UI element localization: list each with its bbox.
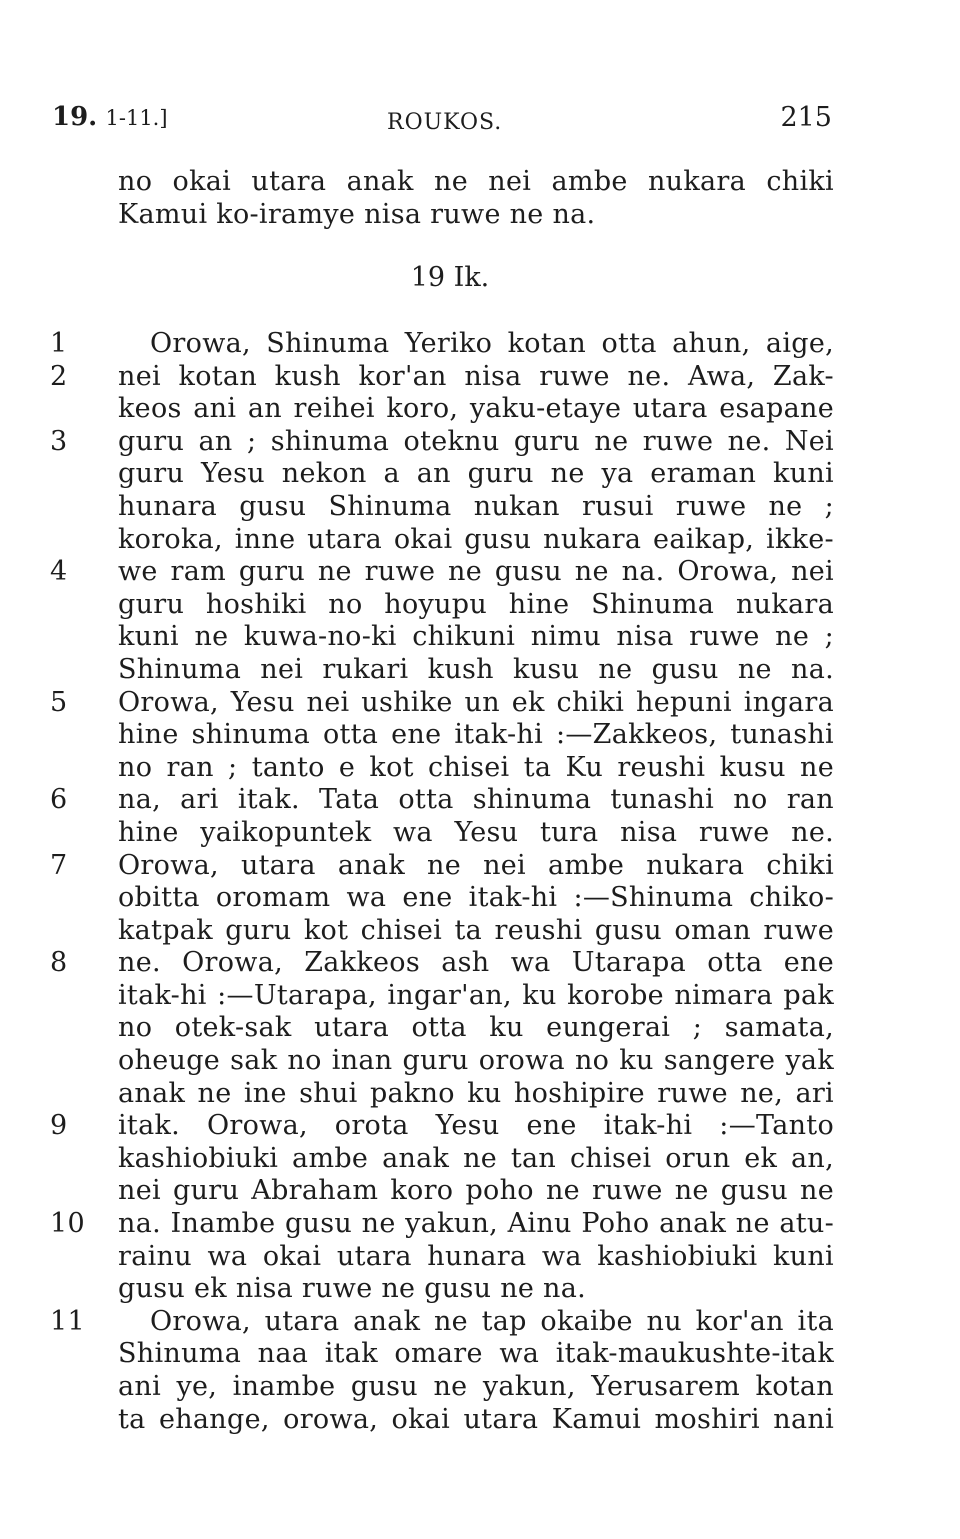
text-line: [118, 1404, 834, 1437]
continuation-paragraph: [118, 166, 834, 231]
verse-number: 1: [50, 328, 68, 359]
verse-number: 11: [50, 1305, 85, 1337]
running-header: [52, 100, 832, 140]
text-line: [118, 621, 834, 654]
verse-number: 2: [50, 360, 68, 392]
text-line: [118, 1175, 834, 1208]
text-line: [50, 849, 834, 883]
text-line: [50, 1208, 834, 1241]
text-line: [50, 360, 834, 394]
line-text: obitta oromam wa ene itak-hi :—Shinuma chiko-: [118, 882, 834, 914]
line-text: nei kotan kush kor'an nisa ruwe ne. Awa, Zak-: [118, 360, 834, 392]
line-text: ta ehange, orowa, okai utara Kamui moshiri nani: [118, 1403, 834, 1435]
line-text: Shinuma nei rukari kush kusu ne gusu ne na.: [118, 653, 834, 685]
text-line: [118, 393, 834, 426]
text-line: [118, 1045, 834, 1078]
line-text: Shinuma naa itak omare wa itak-maukushte-itak: [118, 1338, 834, 1370]
text-line: [50, 947, 834, 980]
line-text: na. Inambe gusu ne yakun, Ainu Poho anak ne atu-: [118, 1208, 834, 1240]
line-text: hunara gusu Shinuma nukan rusui ruwe ne ;: [118, 490, 834, 522]
verse-number: 5: [50, 686, 68, 718]
line-text: Orowa, Shinuma Yeriko kotan otta ahun, aige,: [150, 328, 834, 359]
line-text: no ran ; tanto e kot chisei ta Ku reushi kusu ne: [118, 751, 834, 783]
line-text: hine shinuma otta ene itak-hi :—Zakkeos, tunashi: [118, 719, 834, 751]
text-line: [118, 817, 834, 850]
text-line: [118, 589, 834, 622]
text-line: [50, 1305, 834, 1339]
chapter-body: [50, 328, 834, 1436]
verse-range: 1-11.]: [105, 106, 168, 130]
text-line: [118, 524, 834, 557]
line-text: anak ne ine shui pakno ku hoshipire ruwe ne, ari: [118, 1077, 834, 1109]
chapter-verse-ref: [52, 102, 168, 132]
line-text: guru Yesu nekon a an guru ne ya eraman kuni: [118, 458, 834, 490]
line-text: nei guru Abraham koro poho ne ruwe ne gusu ne: [118, 1175, 834, 1207]
line-text: Orowa, utara anak ne tap okaibe nu kor'an ita: [150, 1305, 834, 1337]
text-line: [50, 425, 834, 459]
line-text: kuni ne kuwa-no-ki chikuni nimu nisa ruwe ne ;: [118, 621, 834, 653]
text-line: [118, 491, 834, 524]
line-text: koroka, inne utara okai gusu nukara eaikap, ikke-: [118, 523, 834, 555]
line-text: ne. Orowa, Zakkeos ash wa Utarapa otta ene: [118, 947, 834, 979]
text-line: [118, 654, 834, 687]
text-line: [118, 1143, 834, 1176]
verse-number: 9: [50, 1110, 68, 1142]
text-line: [118, 1012, 834, 1045]
text-line: [118, 882, 834, 915]
verse-number: 7: [50, 849, 68, 881]
book-title: ROUKOS.: [387, 110, 503, 135]
text-line: [118, 719, 834, 752]
text-line: [50, 328, 834, 361]
line-text: itak-hi :—Utarapa, ingar'an, ku korobe nimara pak: [118, 979, 834, 1011]
line-text: Orowa, utara anak ne nei ambe nukara chiki: [118, 849, 834, 881]
line-text: keos ani an reihei koro, yaku-etaye utara esapane: [118, 393, 834, 425]
text-line: [118, 1078, 834, 1111]
verse-number: 6: [50, 784, 68, 816]
text-line: [118, 915, 834, 948]
line-text: itak. Orowa, orota Yesu ene itak-hi :—Tanto: [118, 1110, 834, 1142]
text-line: no okai utara anak ne nei ambe nukara chiki: [118, 166, 834, 197]
chapter-heading: 19 Ik.: [410, 262, 490, 293]
text-line: [50, 686, 834, 720]
verse-number: 8: [50, 947, 68, 979]
line-text: hine yaikopuntek wa Yesu tura nisa ruwe ne.: [118, 816, 834, 848]
line-text: na, ari itak. Tata otta shinuma tunashi no ran: [118, 784, 834, 816]
chapter-number: 19.: [52, 102, 98, 132]
line-text: gusu ek nisa ruwe ne gusu ne na.: [118, 1273, 587, 1305]
line-text: kashiobiuki ambe anak ne tan chisei orun ek an,: [118, 1142, 834, 1174]
text-line: [50, 556, 834, 589]
line-text: oheuge sak no inan guru orowa no ku sangere yak: [118, 1045, 834, 1077]
verse-number: 10: [50, 1208, 85, 1240]
line-text: we ram guru ne ruwe ne gusu ne na. Orowa, nei: [118, 556, 834, 588]
text-line: [118, 1273, 834, 1306]
text-line: [50, 1110, 834, 1143]
line-text: rainu wa okai utara hunara wa kashiobiuki kuni: [118, 1240, 834, 1272]
text-line: [118, 752, 834, 785]
line-text: Orowa, Yesu nei ushike un ek chiki hepuni ingara: [118, 686, 834, 718]
text-line: [118, 458, 834, 491]
line-text: katpak guru kot chisei ta reushi gusu oman ruwe: [118, 914, 834, 946]
line-text: ani ye, inambe gusu ne yakun, Yerusarem kotan: [118, 1371, 834, 1402]
line-text: guru hoshiki no hoyupu hine Shinuma nukara: [118, 588, 834, 620]
line-text: guru an ; shinuma oteknu guru ne ruwe ne. Nei: [118, 425, 834, 457]
text-line: [118, 1241, 834, 1274]
verse-number: 4: [50, 556, 68, 588]
text-line: [118, 1371, 834, 1404]
text-line: [118, 1338, 834, 1371]
text-line: [50, 784, 834, 817]
text-line: [118, 980, 834, 1013]
page-number: 215: [780, 102, 832, 133]
line-text: no otek-sak utara otta ku eungerai ; samata,: [118, 1012, 834, 1044]
verse-number: 3: [50, 425, 68, 457]
text-line: Kamui ko-iramye nisa ruwe ne na.: [118, 198, 596, 230]
